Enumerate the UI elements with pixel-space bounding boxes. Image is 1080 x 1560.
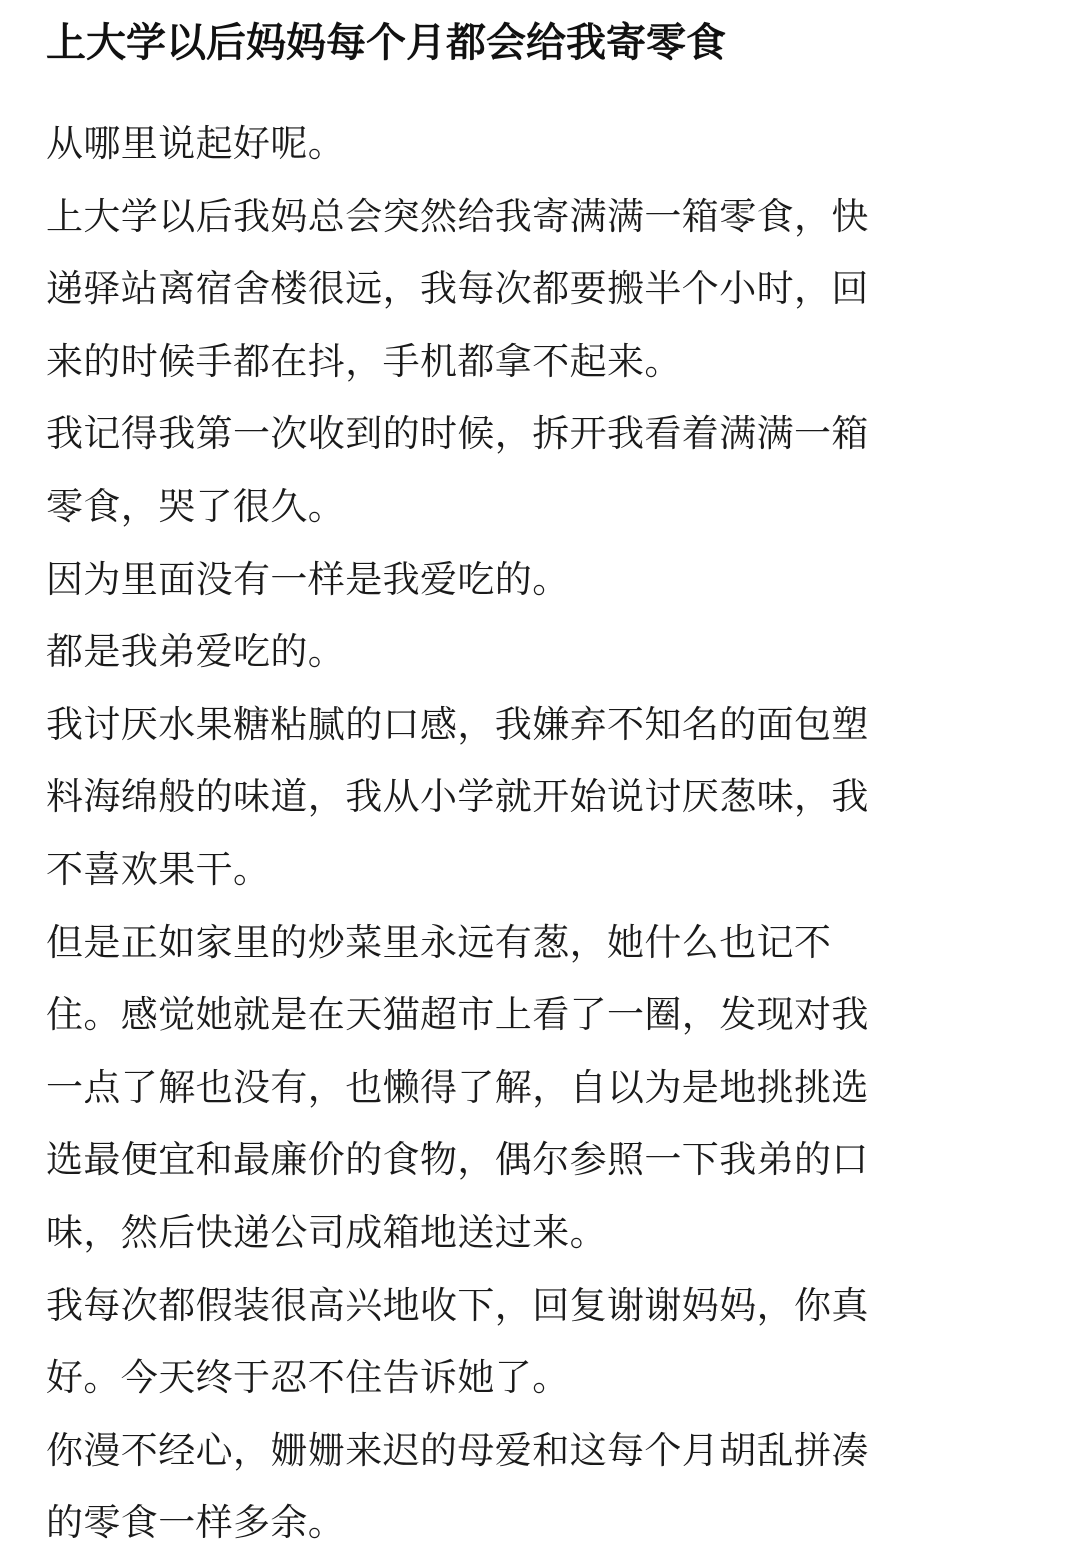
post-text-line: 的零食一样多余。: [46, 1501, 346, 1545]
post-text-line: 但是正如家里的炒菜里永远有葱，她什么也记不: [46, 920, 832, 964]
post-text-line: 零食，哭了很久。: [46, 484, 346, 528]
post-text-line: 你漫不经心，姗姗来迟的母爱和这每个月胡乱拼凑: [46, 1428, 869, 1472]
post-text-line: 我记得我第一次收到的时候，拆开我看着满满一箱: [46, 412, 869, 456]
post-text-line: 我讨厌水果糖粘腻的口感，我嫌弃不知名的面包塑: [46, 702, 869, 746]
post-text-line: 从哪里说起好呢。: [46, 122, 346, 165]
post-text-line: 上大学以后我妈总会突然给我寄满满一箱零食，快: [46, 194, 869, 238]
post-text-line: 料海绵般的味道，我从小学就开始说讨厌葱味，我: [46, 775, 869, 819]
post-text-line: 递驿站离宿舍楼很远，我每次都要搬半个小时，回: [46, 267, 869, 311]
post-text-line: 因为里面没有一样是我爱吃的。: [46, 557, 570, 601]
post-text-line: 味，然后快递公司成箱地送过来。: [46, 1210, 607, 1254]
post-text-line: 一点了解也没有，也懒得了解，自以为是地挑挑选: [46, 1065, 869, 1109]
post-text-line: 住。感觉她就是在天猫超市上看了一圈，发现对我: [46, 993, 869, 1037]
post-text-line: 我每次都假装很高兴地收下，回复谢谢妈妈，你真: [46, 1283, 869, 1327]
post-container: [46, 12, 1036, 1560]
post-title: 上大学以后妈妈每个月都会给我寄零食: [46, 20, 726, 66]
post-text-line: 好。今天终于忍不住告诉她了。: [46, 1356, 570, 1400]
post-text-line: 都是我弟爱吃的。: [46, 630, 346, 674]
post-text-line: 不喜欢果干。: [46, 847, 271, 891]
post-body: [46, 108, 1036, 1560]
post-text-line: 选最便宜和最廉价的食物，偶尔参照一下我弟的口: [46, 1138, 869, 1182]
post-text-line: 来的时候手都在抖，手机都拿不起来。: [46, 339, 682, 383]
